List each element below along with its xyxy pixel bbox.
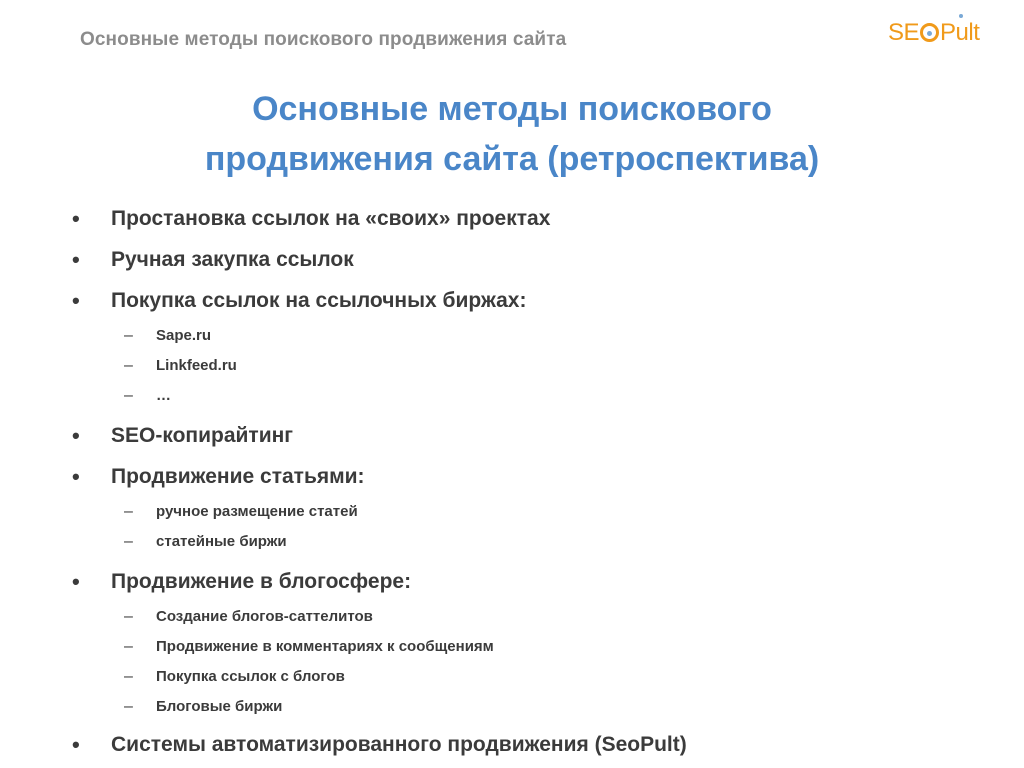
bullet-icon: •: [72, 732, 80, 757]
logo-text-p: P: [940, 19, 956, 46]
sub-item: [70, 527, 970, 557]
bullet-icon: •: [72, 569, 80, 594]
sub-item: [70, 662, 970, 692]
dash-icon: –: [124, 503, 133, 520]
bullet-item-label: Простановка ссылок на «своих» проектах: [111, 207, 551, 230]
bullet-icon: •: [72, 288, 80, 313]
dash-icon: –: [124, 533, 133, 550]
bullet-item-label: Продвижение в блогосфере:: [111, 570, 412, 593]
sub-item: [70, 321, 970, 351]
logo-o-icon: [920, 23, 939, 42]
sub-item-label: Создание блогов-саттелитов: [156, 608, 373, 625]
bullet-item: [70, 561, 970, 602]
sub-item-label: ручное размещение статей: [156, 503, 358, 520]
bullet-item: [70, 280, 970, 321]
bullet-item: [70, 724, 970, 765]
bullet-item-label: Покупка ссылок на ссылочных биржах:: [111, 289, 527, 312]
dash-icon: –: [124, 608, 133, 625]
slide-title-line-1: Основные методы поискового: [252, 90, 772, 128]
slide-title-line-2: продвижения сайта (ретроспектива): [204, 140, 820, 178]
bullet-icon: •: [72, 247, 80, 272]
bullet-icon: •: [72, 464, 80, 489]
bullet-item: [70, 456, 970, 497]
sub-item: [70, 351, 970, 381]
sub-item-label: Linkfeed.ru: [156, 357, 237, 374]
dash-icon: –: [124, 638, 133, 655]
dash-icon: –: [124, 668, 133, 685]
sub-item: [70, 692, 970, 722]
logo-text-lt: lt: [968, 19, 980, 46]
sub-item: [70, 381, 970, 411]
sub-item-label: Блоговые биржи: [156, 698, 283, 715]
sub-item: [70, 602, 970, 632]
bullet-list: [70, 198, 970, 765]
bullet-icon: •: [72, 423, 80, 448]
bullet-icon: •: [72, 206, 80, 231]
sub-item-label: …: [156, 387, 171, 404]
sub-item: [70, 497, 970, 527]
bullet-item: [70, 198, 970, 239]
dash-icon: –: [124, 327, 133, 344]
bullet-item: [70, 415, 970, 456]
logo-text: [888, 18, 979, 48]
dash-icon: –: [124, 387, 133, 404]
logo-text-se: SE: [888, 19, 920, 46]
sub-item-label: Sape.ru: [156, 327, 212, 344]
header-title: Основные методы поискового продвижения сайта: [80, 29, 567, 50]
sub-item-label: статейные биржи: [156, 533, 287, 550]
sub-item: [70, 632, 970, 662]
slide-title: [60, 84, 964, 184]
bullet-item-label: Ручная закупка ссылок: [111, 248, 354, 271]
sub-item-label: Продвижение в комментариях к сообщениям: [156, 638, 494, 655]
bullet-item-label: Продвижение статьями:: [111, 465, 365, 488]
bullet-item-label: Системы автоматизированного продвижения (SeoPult): [111, 733, 687, 756]
bullet-item: [70, 239, 970, 280]
logo-u-icon: u: [955, 19, 969, 46]
seopult-logo: [888, 18, 992, 48]
dash-icon: –: [124, 698, 133, 715]
sub-item-label: Покупка ссылок с блогов: [156, 668, 345, 685]
dash-icon: –: [124, 357, 133, 374]
bullet-item-label: SEO-копирайтинг: [111, 424, 294, 447]
